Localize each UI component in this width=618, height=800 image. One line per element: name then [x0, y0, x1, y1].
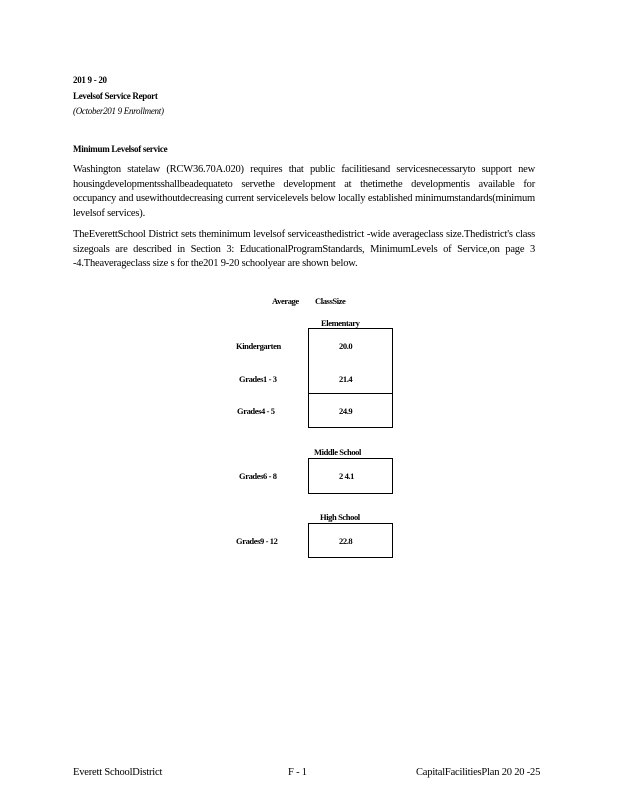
report-title: Levelsof Service Report	[73, 91, 158, 101]
paragraph-class-size: TheEverettSchool District sets theminimum levelsof serviceasthedistrict -wide averageclass size.Thedistrict's class sizegoals are described in Section 3: EducationalProgramStandards, MinimumLevels of Service,on page 3 -4.Theaverageclass size s for the201 9-20 schoolyear are shown below.	[73, 229, 535, 269]
row-value-grades-1-3: 21.4	[339, 374, 353, 384]
footer-page-number: F - 1	[288, 767, 307, 778]
footer-plan-title: CapitalFacilitiesPlan 20 20 -25	[416, 767, 541, 778]
column-header-classsize: ClassSize	[315, 296, 346, 306]
group-heading-middle-school: Middle School	[314, 447, 361, 457]
row-label-kindergarten: Kindergarten	[236, 341, 281, 351]
row-label-grades-9-12: Grades9 - 12	[236, 536, 278, 546]
section-heading: Minimum Levelsof service	[73, 144, 168, 154]
report-subtitle: (October201 9 Enrollment)	[73, 106, 164, 116]
group-heading-elementary: Elementary	[321, 318, 360, 328]
report-year: 201 9 - 20	[73, 75, 107, 85]
column-header-average: Average	[272, 296, 299, 306]
row-value-grades-4-5: 24.9	[339, 406, 353, 416]
footer-district: Everett SchoolDistrict	[73, 767, 163, 778]
paragraph-state-law: Washington statelaw (RCW36.70A.020) requires that public facilitiesand servicesnecessaryto support new housingdevelopmentsshallbeadequateto servethe development at thetimethe developmentis available for occupancy and usewithoutdecreasing current servicelevels below locally established minimumstandards(minimum levelsof services).	[73, 164, 535, 219]
row-label-grades-4-5: Grades4 - 5	[237, 406, 275, 416]
elementary-divider	[308, 393, 392, 394]
row-value-kindergarten: 20.0	[339, 341, 353, 351]
row-value-grades-6-8: 2 4.1	[339, 471, 355, 481]
row-value-grades-9-12: 22.8	[339, 536, 353, 546]
row-label-grades-6-8: Grades6 - 8	[239, 471, 277, 481]
row-label-grades-1-3: Grades1 - 3	[239, 374, 277, 384]
group-heading-high-school: High School	[320, 512, 360, 522]
